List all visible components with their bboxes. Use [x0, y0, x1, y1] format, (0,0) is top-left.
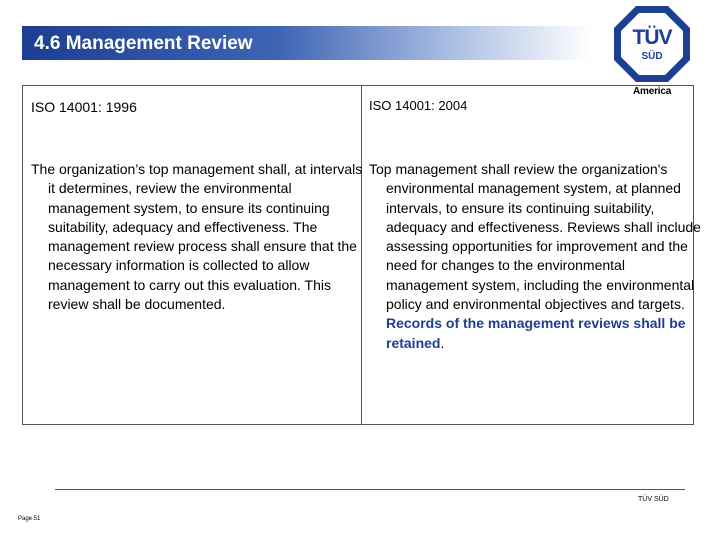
- column-text-2004-main: Top management shall review the organization's environmental management system, at planned intervals, to ensure its continuing suitability, adequacy and effectiveness. Reviews shall include assessing opportunities for improvement and the need for changes to the environmental management system, including the environmental policy and environmental objectives and targets.: [369, 161, 701, 313]
- footer-divider: [55, 489, 685, 490]
- page-number: Page 51: [18, 516, 41, 522]
- logo-name: TÜV: [632, 26, 672, 49]
- tuv-sud-logo: [614, 6, 690, 96]
- logo-region: America: [633, 86, 672, 97]
- logo-sub: SÜD: [641, 51, 663, 62]
- column-heading-2004: ISO 14001: 2004: [369, 98, 468, 113]
- page-title: 4.6 Management Review: [34, 33, 253, 54]
- column-text-2004: [369, 160, 706, 353]
- footer-brand: TÜV SÜD: [638, 496, 669, 503]
- title-bar: [22, 26, 592, 60]
- comparison-table: [22, 85, 701, 425]
- column-text-1996: The organization’s top management shall, at intervals it determines, review the environmental management system, to ensure its continuing suitability, adequacy and effectiveness. The management review process shall ensure that the necessary information is collected to allow management to carry out this evaluation. This review shall be documented.: [31, 161, 363, 313]
- records-highlight: Records of the management reviews shall be retained: [386, 315, 686, 351]
- column-heading-1996: ISO 14001: 1996: [31, 99, 137, 115]
- records-highlight-end: .: [440, 334, 445, 351]
